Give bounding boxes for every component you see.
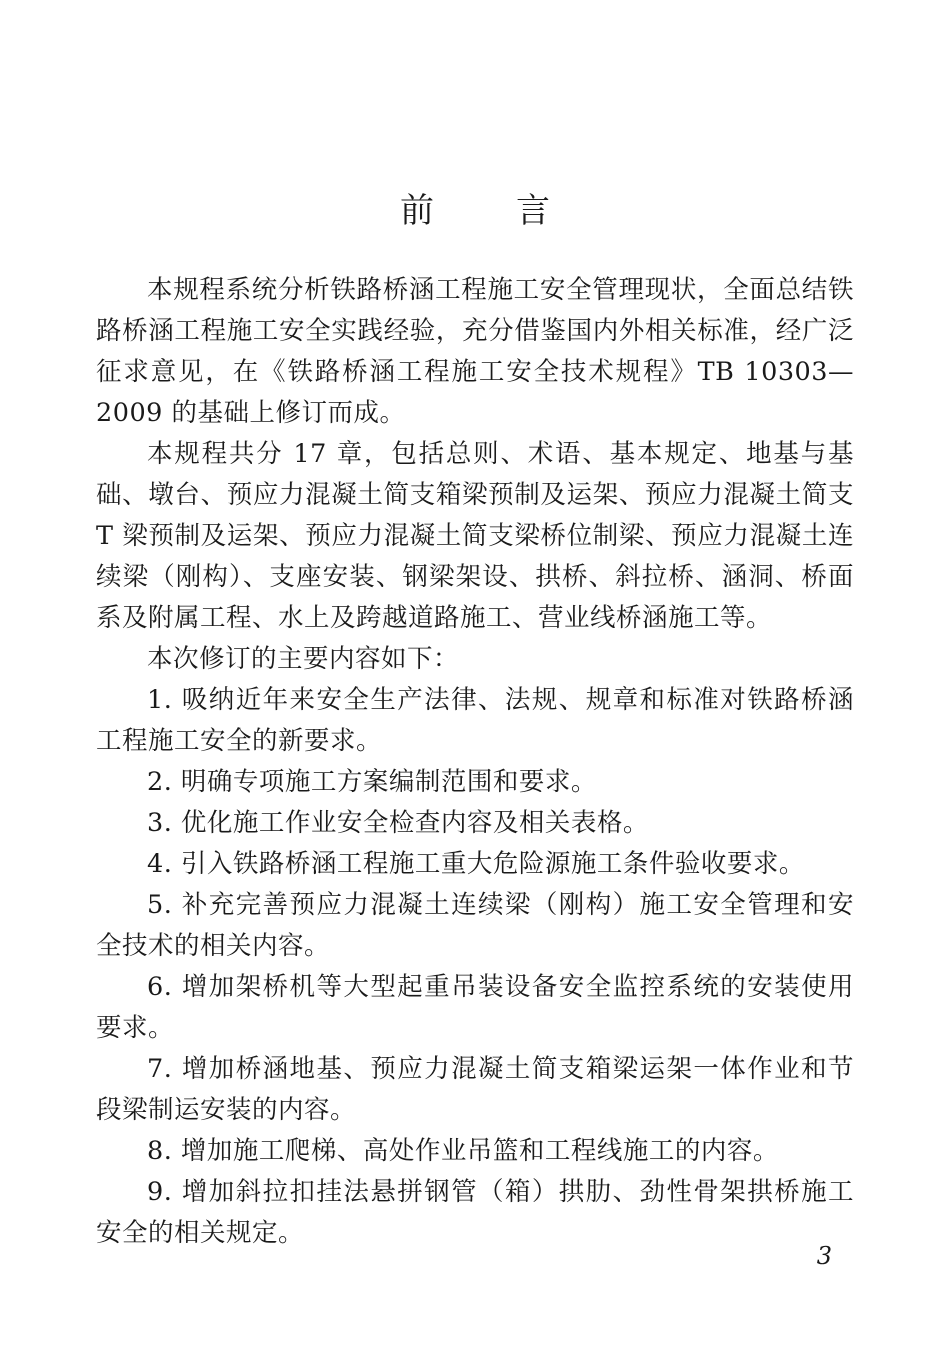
page-number: 3: [816, 1242, 832, 1270]
list-item: 8. 增加施工爬梯、高处作业吊篮和工程线施工的内容。: [147, 1136, 779, 1166]
paragraph-chapters: 本规程共分 17 章，包括总则、术语、基本规定、地基与基础、墩台、预应力混凝土简支箱梁预制及运架、预应力混凝土简支 T 梁预制及运架、预应力混凝土简支梁桥位制梁、预应力混凝土连续梁（刚构）、支座安装、钢梁架设、拱桥、斜拉桥、涵洞、桥面系及附属工程、水上及跨越道路施工、营业线桥涵施工等。: [96, 439, 854, 633]
preface-body: [96, 270, 854, 1254]
list-item: 6. 增加架桥机等大型起重吊装设备安全监控系统的安装使用要求。: [96, 972, 854, 1043]
list-item: 5. 补充完善预应力混凝土连续梁（刚构）施工安全管理和安全技术的相关内容。: [96, 890, 854, 961]
list-item: 7. 增加桥涵地基、预应力混凝土简支箱梁运架一体作业和节段梁制运安装的内容。: [96, 1054, 854, 1125]
page-title: 前言: [400, 191, 632, 231]
paragraph-intro: 本规程系统分析铁路桥涵工程施工安全管理现状，全面总结铁路桥涵工程施工安全实践经验，充分借鉴国内外相关标准，经广泛征求意见，在《铁路桥涵工程施工安全技术规程》TB 10303—2009 的基础上修订而成。: [96, 275, 854, 428]
list-item: 1. 吸纳近年来安全生产法律、法规、规章和标准对铁路桥涵工程施工安全的新要求。: [96, 685, 854, 756]
list-item: 3. 优化施工作业安全检查内容及相关表格。: [147, 808, 649, 838]
list-item: 4. 引入铁路桥涵工程施工重大危险源施工条件验收要求。: [147, 849, 805, 879]
paragraph-revision-heading: 本次修订的主要内容如下：: [147, 644, 460, 674]
list-item: 2. 明确专项施工方案编制范围和要求。: [147, 767, 597, 797]
list-item: 9. 增加斜拉扣挂法悬拼钢管（箱）拱肋、劲性骨架拱桥施工安全的相关规定。: [96, 1177, 854, 1248]
